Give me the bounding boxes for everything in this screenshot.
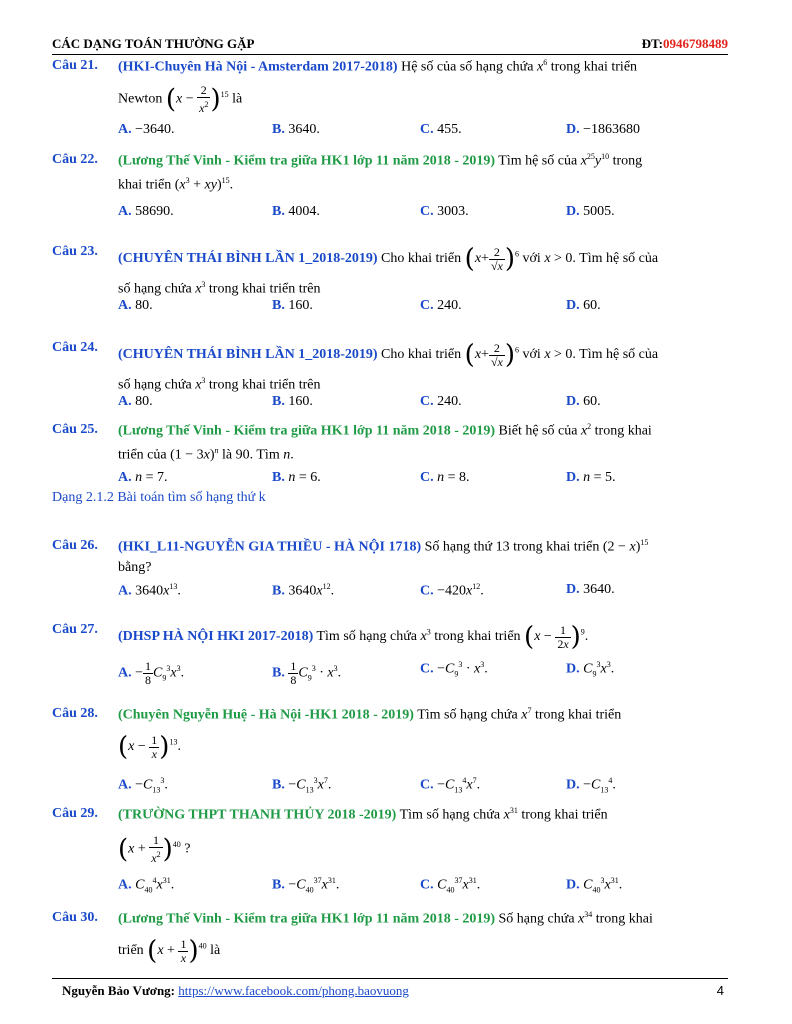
answer-a[interactable]: A. $-C_{13}^3$.	[118, 776, 168, 795]
question-number: Câu 29.	[52, 806, 98, 821]
answer-d[interactable]: D. 3640.	[566, 582, 615, 597]
question-21: Câu 21. (HKI-Chuyên Hà Nội - Amsterdam 2017-2018) Hệ số của số hạng chứa $x^6$ trong khai triển Newton (x − $\frac{2}{x^2}$ )$^{15}$ là A. −3640. B. 3640. C. 455. D. −1863680	[52, 58, 728, 138]
question-number: Câu 30.	[52, 910, 98, 925]
answer-a[interactable]: A. $3640x^{13}$.	[118, 582, 181, 599]
question-number: Câu 27.	[52, 622, 98, 637]
question-23: Câu 23. (CHUYÊN THÁI BÌNH LẦN 1_2018-2019) Cho khai triển (x+ $\frac{2}{√x}$ )$^6$ với x > 0. Tìm hệ số của số hạng chứa $x^3$ trong khai triển trên A. 80. B. 160. C. 240. D. 60.	[52, 244, 659, 313]
question-source: (Lương Thế Vinh - Kiểm tra giữa HK1 lớp 11 năm 2018 - 2019)	[118, 153, 496, 169]
answer-a[interactable]: A. 80.	[118, 394, 153, 409]
answer-c[interactable]: C. $-C_{13}^4x^7$.	[420, 776, 481, 795]
question-number: Câu 26.	[52, 538, 98, 553]
answer-a[interactable]: A. 80.	[118, 298, 153, 313]
page-number: 4	[716, 983, 724, 998]
header-title: CÁC DẠNG TOÁN THƯỜNG GẶP	[52, 36, 255, 51]
answer-c[interactable]: C. $-420x^{12}$.	[420, 582, 484, 599]
question-29: Câu 29. (TRƯỜNG THPT THANH THỦY 2018 -2019) Tìm số hạng chứa $x^{31}$ trong khai triển (x + $\frac{1}{x^2}$ )$^{40}$ ? A. $C_{40}^4x^{31}$. B. $-C_{40}^{37}x^{31}$. C. $C_{40}^{37}x^{31}$. D. $C_{40}^3x^{31}$.	[52, 806, 623, 895]
answer-d[interactable]: D. $C_{40}^3x^{31}$.	[566, 876, 623, 895]
section-title: Dạng 2.1.2 Bài toán tìm số hạng thứ k	[52, 490, 266, 505]
question-25: Câu 25. (Lương Thế Vinh - Kiểm tra giữa HK1 lớp 11 năm 2018 - 2019) Biết hệ số của $x^2$ trong khai triển của $(1 - 3x)^n$ là 90. Tìm n. A. n = 7. B. n = 6. C. n = 8. D. n = 5.	[52, 422, 652, 485]
question-24: Câu 24. (CHUYÊN THÁI BÌNH LẦN 1_2018-2019) Cho khai triển (x+ $\frac{2}{√x}$ )$^6$ với x > 0. Tìm hệ số của số hạng chứa $x^3$ trong khai triển trên A. 80. B. 160. C. 240. D. 60.	[52, 340, 659, 409]
question-source: (TRƯỜNG THPT THANH THỦY 2018 -2019)	[118, 807, 397, 823]
answer-b[interactable]: B. n = 6.	[272, 470, 321, 485]
question-number: Câu 22.	[52, 152, 98, 167]
answer-c[interactable]: C. n = 8.	[420, 470, 470, 485]
question-source: (HKI-Chuyên Hà Nội - Amsterdam 2017-2018)	[118, 59, 398, 75]
answer-c[interactable]: C. $-C_9^3 \cdot x^3$.	[420, 660, 488, 679]
question-source: (CHUYÊN THÁI BÌNH LẦN 1_2018-2019)	[118, 251, 378, 267]
answer-d[interactable]: D. 60.	[566, 298, 601, 313]
answer-c[interactable]: C. 240.	[420, 298, 462, 313]
question-number: Câu 24.	[52, 340, 98, 355]
facebook-link[interactable]: https://www.facebook.com/phong.baovuong	[178, 983, 409, 998]
question-30: Câu 30. (Lương Thế Vinh - Kiểm tra giữa HK1 lớp 11 năm 2018 - 2019) Số hạng chứa $x^{34}$ trong khai triển (x + $\frac{1}{x}$ )$^{40}$ là	[52, 910, 653, 966]
page-footer	[52, 978, 728, 1001]
answer-b[interactable]: B. $\frac{1}{8}$ $C_9^3 \cdot x^3$.	[272, 659, 342, 687]
question-source: (CHUYÊN THÁI BÌNH LẦN 1_2018-2019)	[118, 347, 378, 363]
question-text: (HKI-Chuyên Hà Nội - Amsterdam 2017-2018) Hệ số của số hạng chứa $x^6$ trong khai triển	[118, 58, 638, 75]
question-number: Câu 23.	[52, 244, 98, 259]
answer-b[interactable]: B. $-C_{13}^3x^7$.	[272, 776, 332, 795]
question-26: Câu 26. (HKI_L11-NGUYỄN GIA THIỀU - HÀ NỘI 1718) Số hạng thứ 13 trong khai triển $(2 - x)^{15}$ bằng? A. $3640x^{13}$. B. $3640x^{12}$. C. $-420x^{12}$. D. 3640.	[52, 538, 649, 599]
answer-c[interactable]: C. 3003.	[420, 204, 469, 219]
question-number: Câu 25.	[52, 422, 98, 437]
answer-a[interactable]: A. $C_{40}^4x^{31}$.	[118, 876, 175, 895]
question-number: Câu 21.	[52, 58, 98, 73]
footer-author: Nguyễn Bảo Vương: https://www.facebook.com/phong.baovuong	[62, 983, 409, 998]
question-source: (Lương Thế Vinh - Kiểm tra giữa HK1 lớp 11 năm 2018 - 2019)	[118, 423, 496, 439]
answer-a[interactable]: A. n = 7.	[118, 470, 168, 485]
page-header	[52, 36, 728, 55]
answer-b[interactable]: B. 160.	[272, 298, 313, 313]
answer-a[interactable]: A. − $\frac{1}{8}$ $C_9^3x^3$.	[118, 659, 185, 687]
question-source: (HKI_L11-NGUYỄN GIA THIỀU - HÀ NỘI 1718)	[118, 539, 422, 555]
answer-b[interactable]: B. 4004.	[272, 204, 320, 219]
question-number: Câu 28.	[52, 706, 98, 721]
answer-d[interactable]: D. 5005.	[566, 204, 615, 219]
question-27: Câu 27. (DHSP HÀ NỘI HKI 2017-2018) Tìm số hạng chứa $x^3$ trong khai triển (x − $\frac{1}{2x}$ )$^9$. A. − $\frac{1}{8}$ $C_9^3x^3$. B. $\frac{1}{8}$ $C_9^3 \cdot x^3$. C. $-C_9^3 \cdot x^3$. D. $C_9^3x^3$.	[52, 622, 615, 687]
answer-c[interactable]: C. $C_{40}^{37}x^{31}$.	[420, 876, 481, 895]
answer-c[interactable]: C. 455.	[420, 122, 462, 137]
answer-d[interactable]: D. $C_9^3x^3$.	[566, 660, 615, 679]
question-22: Câu 22. (Lương Thế Vinh - Kiểm tra giữa HK1 lớp 11 năm 2018 - 2019) Tìm hệ số của $x^{25}y^{10}$ trong khai triển $(x^3 + xy)^{15}$. A. 58690. B. 4004. C. 3003. D. 5005.	[52, 152, 643, 219]
question-source: (Chuyên Nguyễn Huệ - Hà Nội -HK1 2018 - 2019)	[118, 707, 414, 723]
answer-c[interactable]: C. 240.	[420, 394, 462, 409]
answer-d[interactable]: D. −1863680	[566, 122, 641, 137]
answer-b[interactable]: B. 160.	[272, 394, 313, 409]
answer-d[interactable]: D. $-C_{13}^4$.	[566, 776, 616, 795]
header-phone: ĐT:0946798489	[641, 36, 728, 51]
answer-a[interactable]: A. 58690.	[118, 204, 174, 219]
question-28: Câu 28. (Chuyên Nguyễn Huệ - Hà Nội -HK1 2018 - 2019) Tìm số hạng chứa $x^7$ trong khai triển (x − $\frac{1}{x}$ )$^{13}$. A. $-C_{13}^3$. B. $-C_{13}^3x^7$. C. $-C_{13}^4x^7$. D. $-C_{13}^4$.	[52, 706, 622, 795]
answer-d[interactable]: D. 60.	[566, 394, 601, 409]
answer-d[interactable]: D. n = 5.	[566, 470, 616, 485]
answer-a[interactable]: A. −3640.	[118, 122, 175, 137]
answer-b[interactable]: B. $3640x^{12}$.	[272, 582, 335, 599]
answer-b[interactable]: B. 3640.	[272, 122, 320, 137]
question-source: (Lương Thế Vinh - Kiểm tra giữa HK1 lớp 11 năm 2018 - 2019)	[118, 911, 496, 927]
question-source: (DHSP HÀ NỘI HKI 2017-2018)	[118, 629, 314, 645]
answer-b[interactable]: B. $-C_{40}^{37}x^{31}$.	[272, 876, 340, 895]
